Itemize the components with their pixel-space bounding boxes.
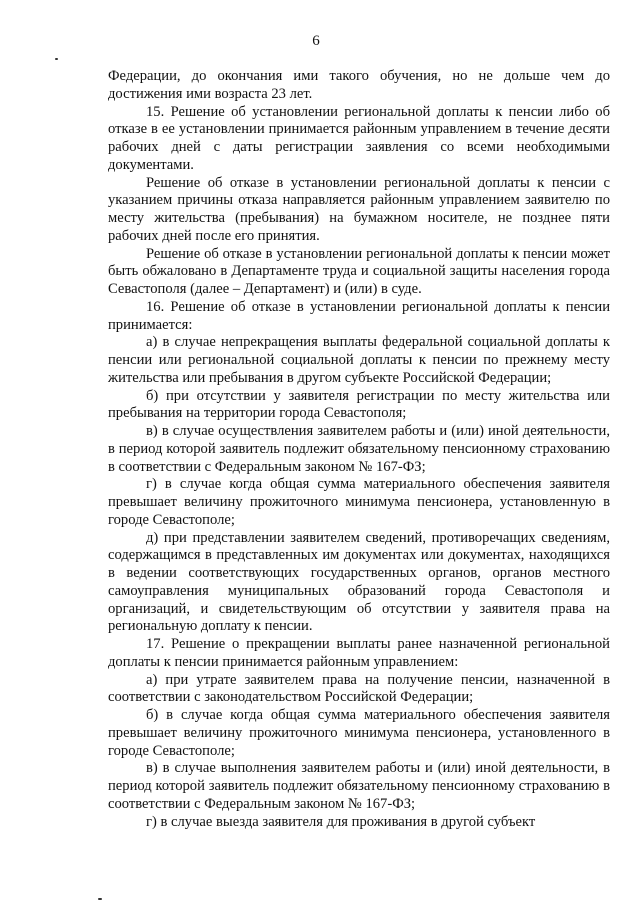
page-number: 6 (312, 33, 320, 49)
paragraph-clause-17-b: б) в случае когда общая сумма материального обеспечения заявителя превышает величину прожиточного минимума пенсионера, установленного в городе Севастополе; (108, 707, 610, 759)
paragraph-clause-16-g: г) в случае когда общая сумма материального обеспечения заявителя превышает величину прожиточного минимума пенсионера, установленную в городе Севастополе; (108, 476, 610, 528)
paragraph-clause-16-v: в) в случае осуществления заявителем работы и (или) иной деятельности, в период которой заявитель подлежит обязательному пенсионному страхованию в соответствии с Федеральным законом № 167-ФЗ; (108, 423, 610, 475)
scan-speck (55, 58, 58, 60)
paragraph-clause-17-v: в) в случае выполнения заявителем работы и (или) иной деятельности, в период которой заявитель подлежит обязательному пенсионному страхованию в соответствии с Федеральным законом № 167-ФЗ; (108, 760, 610, 812)
document-body (108, 68, 610, 831)
paragraph-refusal-notice: Решение об отказе в установлении региональной доплаты к пенсии с указанием причины отказа направляется районным управлением заявителю по месту жительства (пребывания) на бумажном носителе, не позднее пяти рабочих дней после его принятия. (108, 174, 610, 244)
paragraph-clause-17: 17. Решение о прекращении выплаты ранее назначенной региональной доплаты к пенсии принимается районным управлением: (108, 636, 610, 670)
paragraph-appeal: Решение об отказе в установлении региональной доплаты к пенсии может быть обжаловано в Департаменте труда и социальной защиты населения города Севастополя (далее – Департамент) и (или) в суде. (108, 245, 610, 297)
paragraph-clause-17-g: г) в случае выезда заявителя для проживания в другой субъект (146, 813, 536, 830)
paragraph-clause-17-a: а) при утрате заявителем права на получение пенсии, назначенной в соответствии с законодательством Российской Федерации; (108, 671, 610, 706)
paragraph-continuation: Федерации, до окончания ими такого обучения, но не дольше чем до достижения ими возраста 23 лет. (108, 68, 610, 102)
paragraph-clause-15: 15. Решение об установлении региональной доплаты к пенсии либо об отказе в ее установлении принимается районным управлением в течение десяти рабочих дней с даты регистрации заявления со всеми необходимыми документами. (108, 103, 610, 173)
paragraph-clause-16-a: а) в случае непрекращения выплаты федеральной социальной доплаты к пенсии или региональной социальной доплаты к пенсии по прежнему месту жительства или пребывания в другом субъекте Российской Федерации; (108, 334, 610, 386)
paragraph-clause-16: 16. Решение об отказе в установлении региональной доплаты к пенсии принимается: (108, 298, 610, 333)
scan-speck (98, 898, 102, 900)
paragraph-clause-16-b: б) при отсутствии у заявителя регистрации по месту жительства или пребывания на территории города Севастополя; (108, 387, 610, 422)
paragraph-clause-16-d: д) при представлении заявителем сведений, противоречащих сведениям, содержащимся в представленных им документах или документах, находящихся в ведении соответствующих государственных органов, органов местного самоуправления муниципальных образований города Севастополя и организаций, и свидетельствующим об отсутствии у заявителя права на региональную доплату к пенсии. (108, 529, 610, 635)
